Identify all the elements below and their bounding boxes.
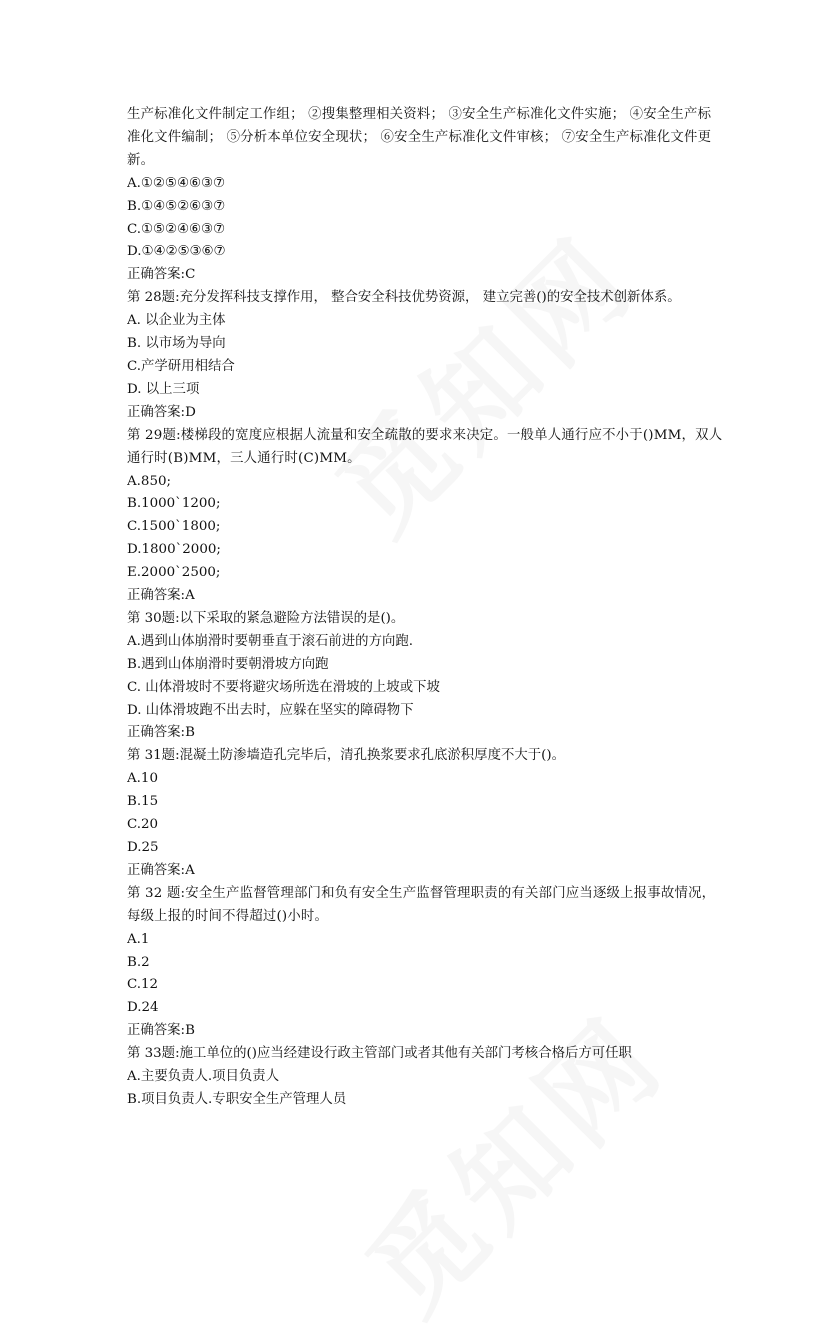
option-line: D.24 [127, 1000, 159, 1016]
option-line: A.10 [127, 771, 158, 787]
document-body [127, 104, 723, 1112]
option-line: D.25 [127, 840, 159, 855]
option-line: C.①⑤②④⑥③⑦ [127, 221, 226, 237]
option-line: B.遇到山体崩滑时要朝滑坡方向跑 [127, 656, 329, 672]
option-line: B.2 [127, 954, 150, 970]
question-line: 第 31题:混凝土防渗墙造孔完毕后，清孔换浆要求孔底淤积厚度不大于()。 [127, 748, 565, 764]
answer-line: 正确答案:B [127, 1023, 195, 1039]
option-line: B.①④⑤②⑥③⑦ [127, 198, 226, 214]
paragraph: 生产标准化文件制定工作组； ②搜集整理相关资料； ③安全生产标准化文件实施； ④安全生产标准化文件编制； ⑤分析本单位安全现状； ⑥安全生产标准化文件审核； ⑦安全生产标准化文件更新。 [127, 107, 712, 168]
answer-line: 正确答案:D [127, 404, 196, 420]
option-line: A. 以企业为主体 [127, 313, 226, 329]
option-line: C.20 [127, 817, 159, 833]
option-line: D.1800`2000; [127, 542, 221, 558]
option-line: A.850; [127, 473, 171, 489]
question-line: 第 28题:充分发挥科技支撑作用， 整合安全科技优势资源， 建立完善()的安全技术创新体系。 [127, 290, 681, 306]
option-line: A.遇到山体崩滑时要朝垂直于滚石前进的方向跑. [127, 633, 413, 649]
option-line: A.1 [127, 931, 150, 947]
answer-line: 正确答案:A [127, 588, 195, 604]
option-line: D. 山体滑坡跑不出去时，应躲在坚实的障碍物下 [127, 702, 414, 718]
option-line: A.主要负责人.项目负责人 [127, 1069, 280, 1085]
question-line: 第 32 题:安全生产监督管理部门和负有安全生产监督管理职责的有关部门应当逐级上报事故情况，每级上报的时间不得超过()小时。 [127, 885, 716, 924]
option-line: A.①②⑤④⑥③⑦ [127, 175, 225, 191]
answer-line: 正确答案:C [127, 267, 196, 283]
answer-line: 正确答案:A [127, 862, 195, 878]
option-line: D. 以上三项 [127, 381, 200, 397]
question-line: 第 30题:以下采取的紧急避险方法错误的是()。 [127, 610, 405, 626]
option-line: B. 以市场为导向 [127, 336, 226, 352]
option-line: B.1000`1200; [127, 496, 221, 512]
question-line: 第 33题:施工单位的()应当经建设行政主管部门或者其他有关部门考核合格后方可任职 [127, 1046, 632, 1062]
option-line: C.1500`1800; [127, 519, 221, 535]
option-line: C.12 [127, 977, 159, 993]
answer-line: 正确答案:B [127, 725, 195, 741]
option-line: C. 山体滑坡时不要将避灾场所选在滑坡的上坡或下坡 [127, 679, 440, 695]
option-line: C.产学研用相结合 [127, 358, 235, 374]
option-line: B.15 [127, 794, 159, 810]
question-line: 第 29题:楼梯段的宽度应根据人流量和安全疏散的要求来决定。一般单人通行应不小于()MM，双人通行时(B)MM，三人通行时(C)MM。 [127, 427, 723, 466]
option-line: E.2000`2500; [127, 565, 221, 581]
option-line: D.①④②⑤③⑥⑦ [127, 244, 226, 260]
option-line: B.项目负责人.专职安全生产管理人员 [127, 1091, 347, 1107]
